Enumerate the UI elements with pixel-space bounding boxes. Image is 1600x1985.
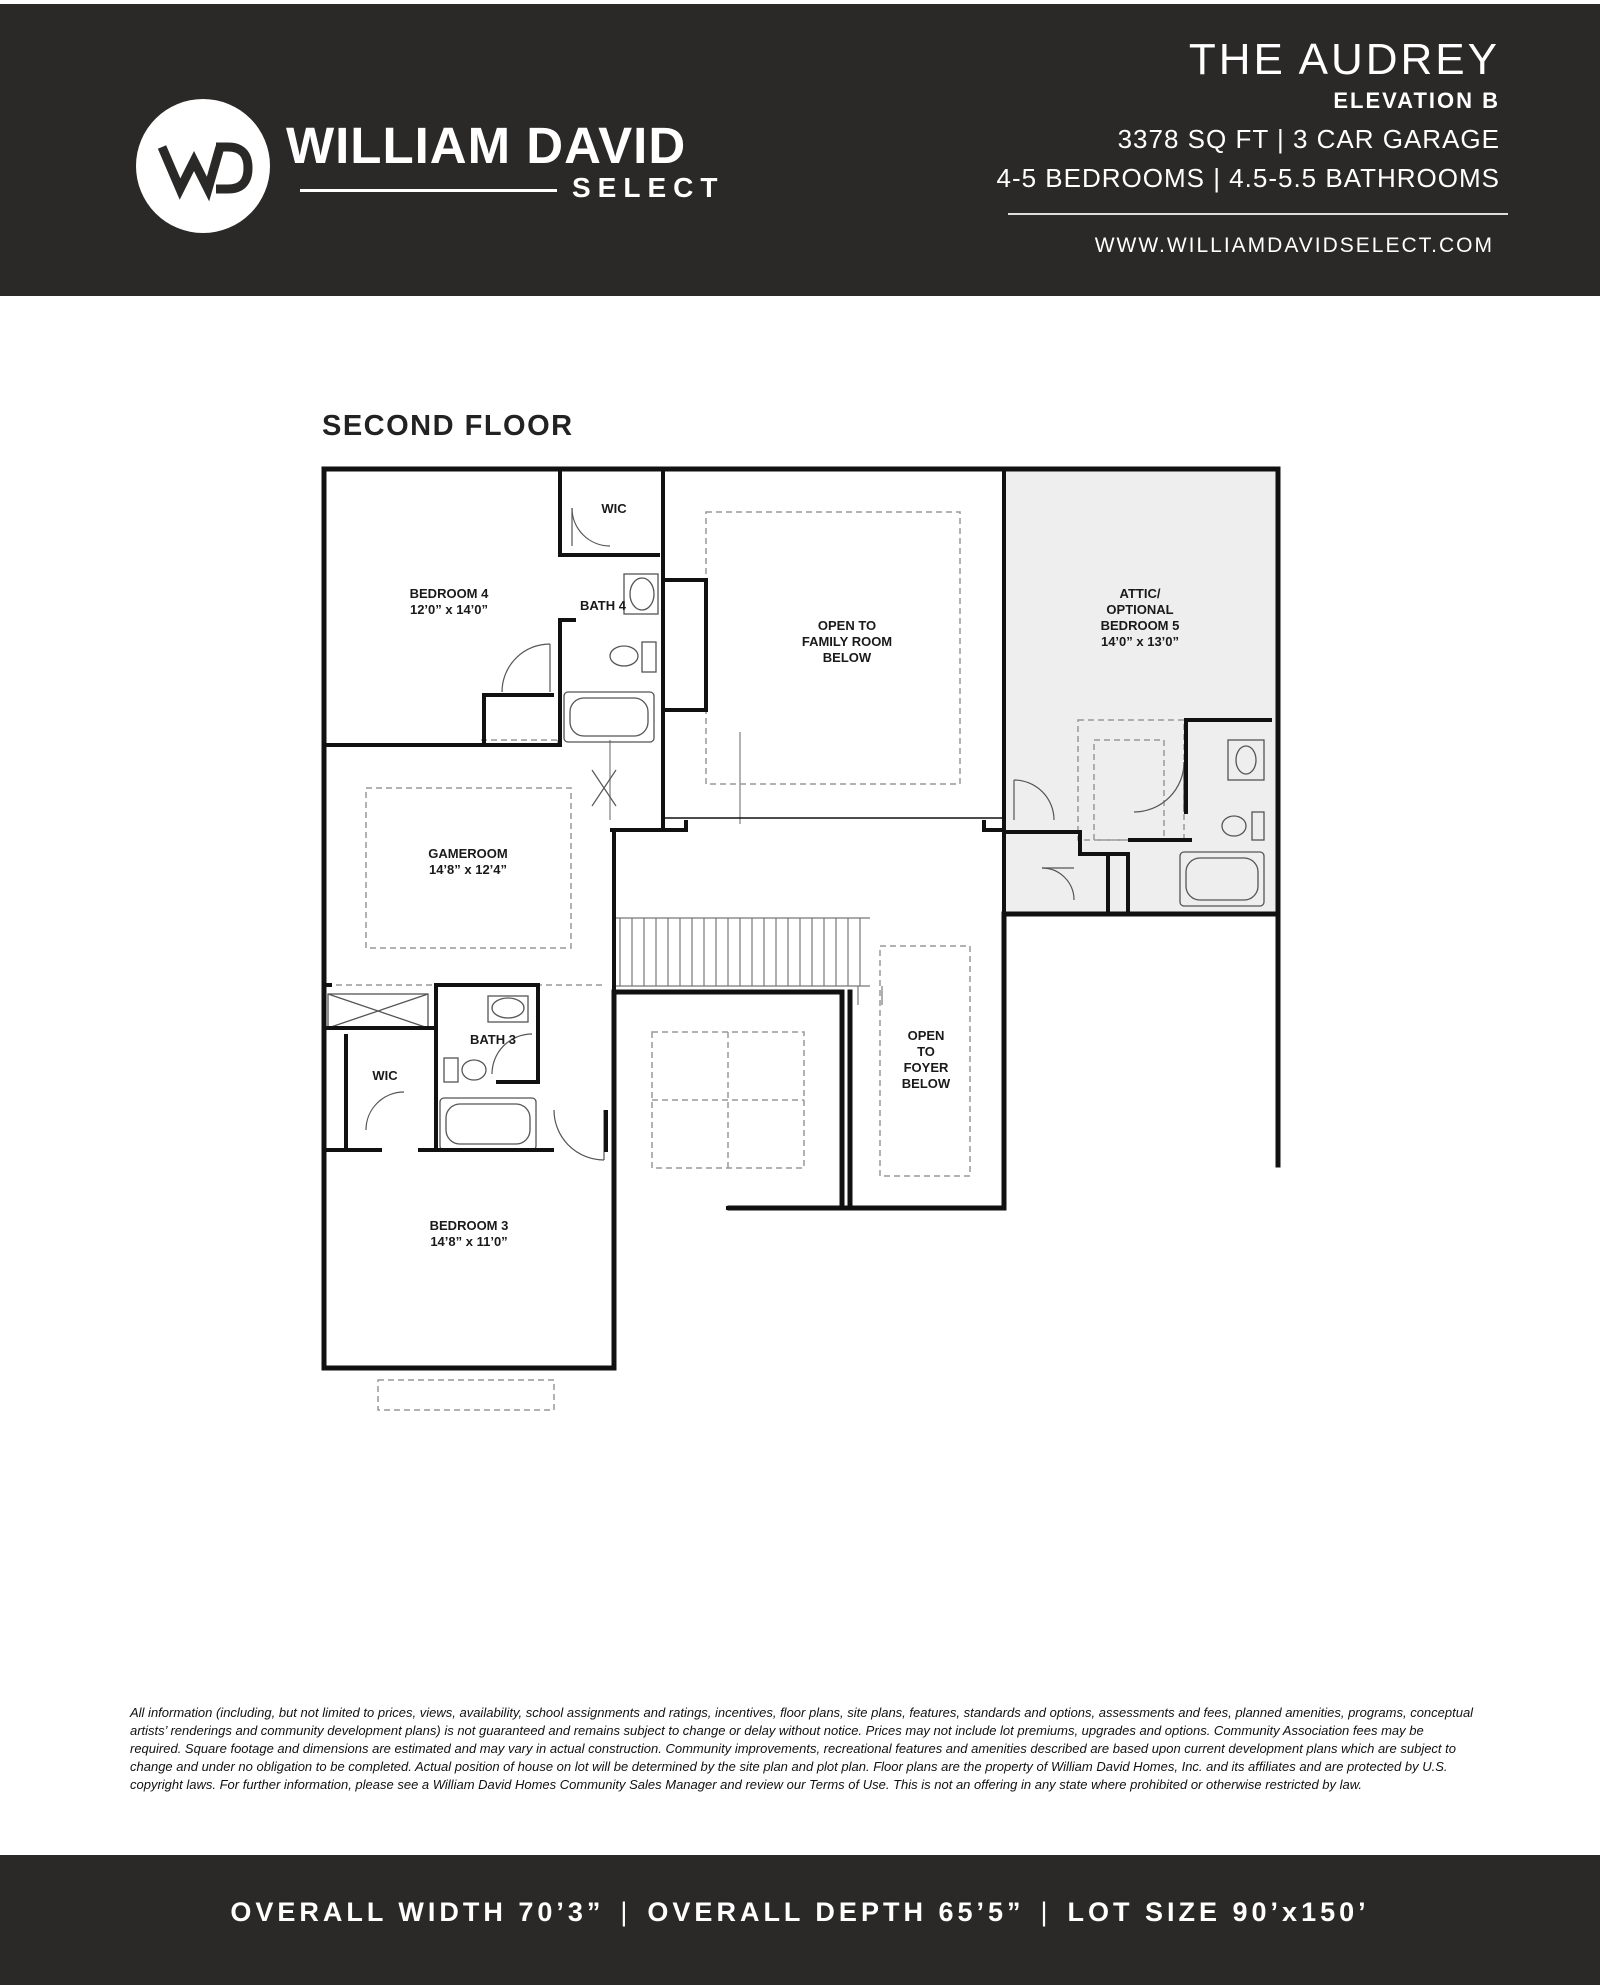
- open-family-line2: FAMILY ROOM: [801, 634, 893, 649]
- footer-dimensions: [0, 1899, 1600, 1926]
- overall-depth: OVERALL DEPTH 65’5”: [647, 1897, 1025, 1927]
- bedroom4-label: BEDROOM 4: [409, 586, 489, 601]
- patio-below-dashed: [378, 1380, 554, 1410]
- attic-line1: ATTIC/: [1119, 586, 1161, 601]
- plan-spec-size-garage: 3378 SQ FT | 3 CAR GARAGE: [1117, 124, 1500, 154]
- bedroom3-size: 14’8” x 11’0”: [430, 1234, 508, 1249]
- attic-line3: BEDROOM 5: [1100, 618, 1180, 633]
- bath3-sink: [492, 998, 524, 1018]
- footer-separator: |: [620, 1897, 632, 1927]
- bath4-toilet: [610, 646, 638, 666]
- plan-elevation: ELEVATION B: [1333, 88, 1500, 113]
- open-family-line3: BELOW: [822, 650, 872, 665]
- bedroom3-label: BEDROOM 3: [429, 1218, 509, 1233]
- bath4-sink: [630, 578, 654, 610]
- plan-title: THE AUDREY: [1188, 35, 1500, 84]
- attic-line2: OPTIONAL: [1106, 602, 1174, 617]
- bath3-toilet: [462, 1060, 486, 1080]
- gameroom-label: GAMEROOM: [428, 846, 508, 861]
- footer-bar: [0, 1855, 1600, 1985]
- attic-size: 14’0” x 13’0”: [1100, 634, 1180, 649]
- overall-width: OVERALL WIDTH 70’3”: [230, 1897, 605, 1927]
- open-foyer-line2: TO: [917, 1044, 935, 1059]
- lot-size: LOT SIZE 90’x150’: [1067, 1897, 1370, 1927]
- attic-area: [1005, 470, 1276, 912]
- footer-separator: |: [1040, 1897, 1052, 1927]
- open-foyer-line1: OPEN: [907, 1028, 945, 1043]
- brand-subtitle: SELECT: [572, 172, 725, 203]
- floor-title: SECOND FLOOR: [322, 410, 574, 442]
- gameroom-size: 14’8” x 12’4”: [428, 862, 508, 877]
- open-foyer-line3: FOYER: [903, 1060, 949, 1075]
- bedroom4-size: 12’0” x 14’0”: [409, 602, 489, 617]
- bath3-label: BATH 3: [470, 1032, 516, 1047]
- bath4-label: BATH 4: [580, 598, 626, 613]
- plan-spec-bed-bath: 4-5 BEDROOMS | 4.5-5.5 BATHROOMS: [996, 163, 1500, 193]
- open-family-line1: OPEN TO: [817, 618, 877, 633]
- website-link[interactable]: WWW.WILLIAMDAVIDSELECT.COM: [1094, 234, 1494, 257]
- wic-top-label: WIC: [601, 501, 627, 516]
- legal-disclaimer: All information (including, but not limited to prices, views, availability, school assignments and ratings, incentives, floor plans, site plans, features, standards and options, assessments and fees, planned amenities, programs, conceptual artists’ renderings and community development plans) is not guaranteed and remains subject to change or delay without notice. Prices may not include lot premiums, upgrades and options. Community Association fees may be required. Square footage and dimensions are estimated and may vary in actual construction. Community improvements, recreational features and amenities described are based upon current development plans which are subject to change and under no obligation to be completed. Actual position of house on lot will be determined by the site plan and plot plan. Floor plans are the property of William David Homes, Inc. and its affiliates and are protected by U.S. copyright laws. For further information, please see a William David Homes Community Sales Manager and review our Terms of Use. This is not an offering in any state where prohibited or otherwise restricted by law.: [130, 1705, 1474, 1792]
- brand-name: WILLIAM DAVID: [286, 117, 687, 174]
- wic-bottom-label: WIC: [372, 1068, 398, 1083]
- open-foyer-line4: BELOW: [901, 1076, 951, 1091]
